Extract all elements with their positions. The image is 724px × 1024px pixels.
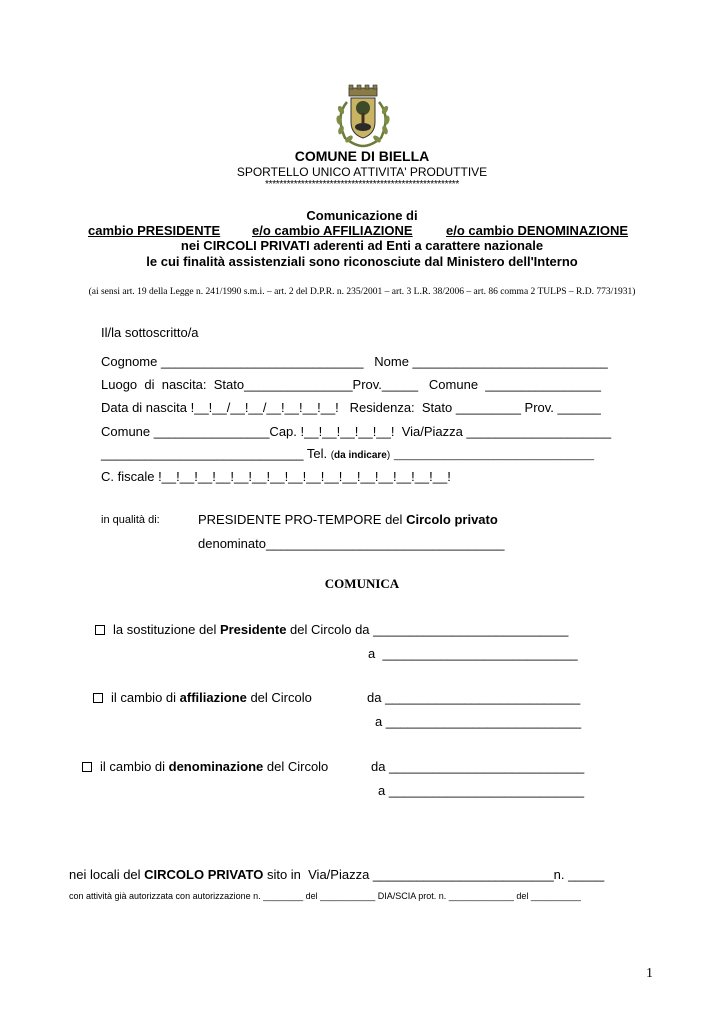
tel-line[interactable]: ____________________________________ (393, 450, 595, 461)
option-affiliazione-a[interactable]: a ___________________________ (375, 714, 582, 729)
legal-reference: (ai sensi art. 19 della Legge n. 241/1990 s.m.i. – art. 2 del D.P.R. n. 235/2001 – art. 3 L.R. 38/2006 – art. 86 comma 2 TULPS – R.D. 773/1931) (88, 287, 636, 297)
role-label: in qualità di: (101, 514, 160, 526)
option-denominazione-pre: il cambio di (100, 759, 169, 774)
denominato-row[interactable]: denominato_________________________________ (198, 536, 505, 551)
heading-cambio-affiliazione: e/o cambio AFFILIAZIONE (252, 223, 413, 238)
tel-label: Tel. (306, 446, 328, 461)
tel-note-close: ) (386, 450, 391, 461)
checkbox-denominazione[interactable] (82, 762, 92, 772)
option-affiliazione-post: del Circolo (246, 690, 312, 705)
data-nascita-row[interactable]: Data di nascita !__!__/__!__/__!__!__!__! Residenza: Stato _________ Prov. ______ (101, 400, 601, 415)
checkbox-presidente[interactable] (95, 625, 105, 635)
option-affiliazione-pre: il cambio di (111, 690, 180, 705)
heading-line4: le cui finalità assistenziali sono riconosciute dal Ministero dell'Interno (146, 254, 578, 269)
comunica-heading: COMUNICA (324, 576, 400, 591)
option-denominazione-post: del Circolo (263, 759, 329, 774)
form-intro: Il/la sottoscritto/a (101, 325, 199, 340)
option-affiliazione[interactable] (93, 690, 312, 705)
locali-bold: CIRCOLO PRIVATO (144, 867, 264, 882)
comune-cap-row[interactable]: Comune ________________Cap. !__!__!__!__!__! Via/Piazza ____________________ (101, 424, 612, 439)
option-denominazione-bold: denominazione (168, 759, 264, 774)
checkbox-affiliazione[interactable] (93, 693, 103, 703)
option-affiliazione-bold: affiliazione (179, 690, 247, 705)
sportello-subtitle: SPORTELLO UNICO ATTIVITA' PRODUTTIVE (236, 165, 488, 179)
option-denominazione-da[interactable]: da ___________________________ (371, 759, 585, 774)
option-presidente-bold: Presidente (219, 622, 287, 637)
locali-pre: nei locali del (69, 867, 145, 882)
tel-note-open: ( (330, 450, 335, 461)
heading-line3: nei CIRCOLI PRIVATI aderenti ad Enti a carattere nazionale (180, 238, 544, 253)
option-denominazione-a[interactable]: a ___________________________ (378, 783, 585, 798)
option-presidente-a[interactable]: a ___________________________ (368, 646, 578, 661)
autorizzazione-row[interactable]: con attività già autorizzata con autorizzazione n. ________ del ___________ DIA/SCIA prot. n. _____________ del __________ (69, 891, 581, 901)
option-presidente-da[interactable]: del Circolo da ___________________________ (286, 622, 569, 637)
option-presidente-pre: la sostituzione del (113, 622, 220, 637)
luogo-nascita-row[interactable]: Luogo di nascita: Stato_______________Prov._____ Comune ________________ (101, 377, 601, 392)
telefono-row[interactable] (101, 446, 594, 461)
role-presidente: PRESIDENTE PRO-TEMPORE del (198, 512, 403, 527)
comune-emblem (327, 84, 399, 150)
role-circolo: Circolo privato (406, 512, 498, 527)
tel-note: da indicare (334, 450, 387, 461)
comune-title: COMUNE DI BIELLA (294, 148, 430, 164)
page-number: 1 (646, 966, 653, 981)
option-affiliazione-da[interactable]: da ___________________________ (367, 690, 581, 705)
stars-divider: ****************************************************** (265, 179, 459, 190)
option-presidente[interactable] (95, 622, 568, 637)
heading-cambio-presidente: cambio PRESIDENTE (88, 223, 221, 238)
heading-cambio-denominazione: e/o cambio DENOMINAZIONE (446, 223, 629, 238)
address-line[interactable]: ____________________________ (101, 446, 304, 461)
locali-row[interactable] (69, 867, 604, 882)
codice-fiscale-row[interactable]: C. fiscale !__!__!__!__!__!__!__!__!__!__!__!__!__!__!__!__! (101, 469, 451, 484)
heading-line1: Comunicazione di (306, 208, 418, 223)
role-text (198, 512, 498, 527)
locali-via[interactable]: sito in Via/Piazza _________________________n. _____ (263, 867, 605, 882)
option-denominazione[interactable] (82, 759, 328, 774)
cognome-nome-row[interactable]: Cognome ____________________________ Nome ___________________________ (101, 354, 608, 369)
